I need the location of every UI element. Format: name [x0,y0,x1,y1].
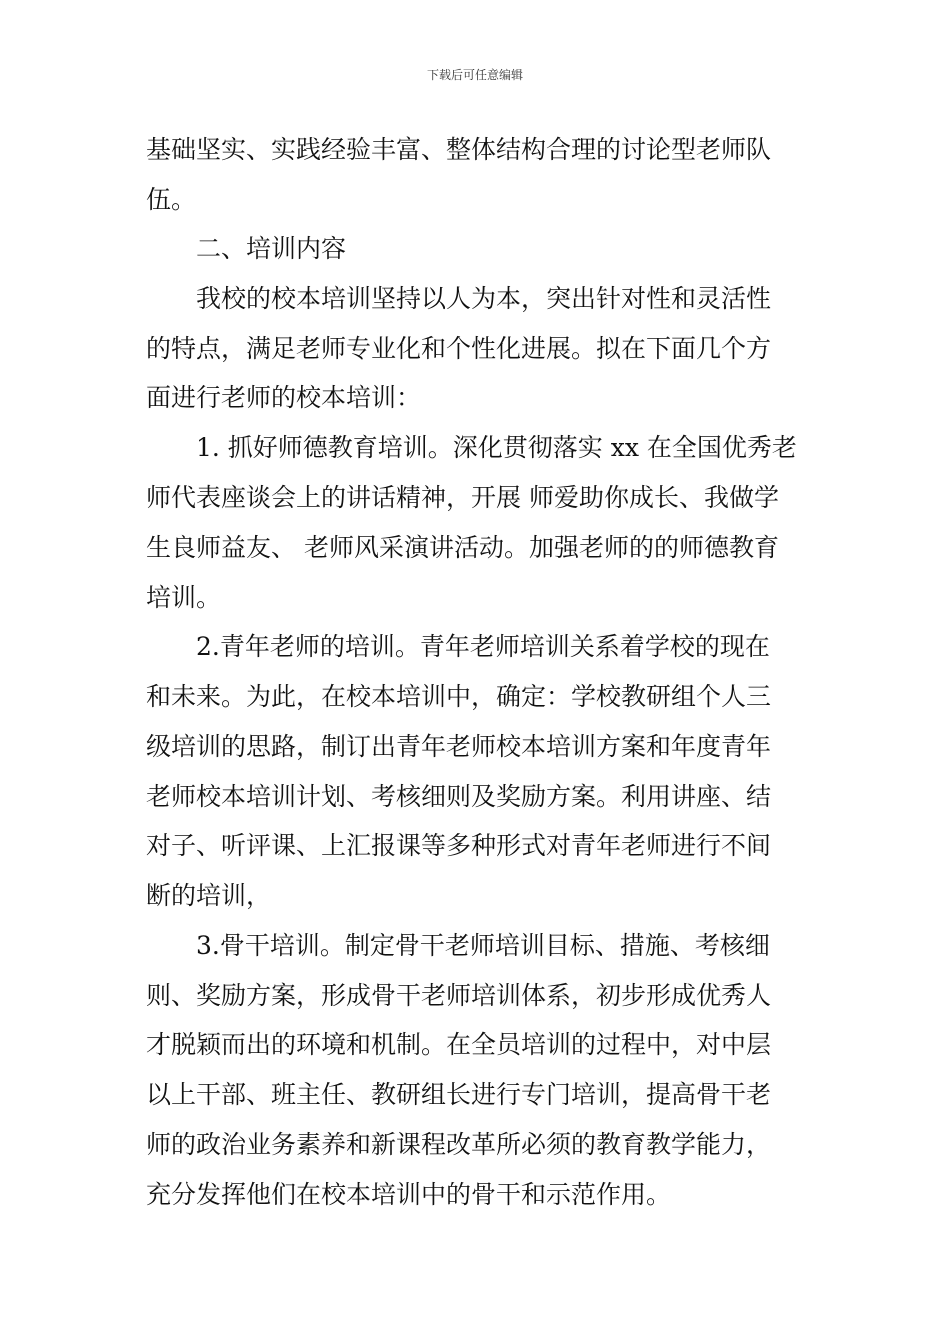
text-line: 3.骨干培训。制定骨干老师培训目标、措施、考核细 [196,931,770,960]
text-line: 2.青年老师的培训。青年老师培训关系着学校的现在 [196,632,770,661]
text-line: 则、奖励方案，形成骨干老师培训体系，初步形成优秀人 [146,981,772,1010]
text-line: 伍。 [146,185,197,214]
text-line: 和未来。为此，在校本培训中，确定：学校教研组个人三 [146,682,772,711]
page-header-note: 下载后可任意编辑 [426,68,523,82]
text-line: 生良师益友、 老师风采演讲活动。加强老师的的师德教育 [146,533,779,562]
text-line: 师代表座谈会上的讲话精神，开展 师爱助你成长、我做学 [146,483,779,512]
text-line: 断的培训， [146,881,272,910]
text-line: 以上干部、班主任、教研组长进行专门培训，提高骨干老 [146,1080,772,1109]
text-line: 对子、听评课、上汇报课等多种形式对青年老师进行不间 [146,831,772,860]
text-line: 培训。 [146,583,222,612]
text-line: 级培训的思路，制订出青年老师校本培训方案和年度青年 [146,732,772,761]
text-line: 才脱颖而出的环境和机制。在全员培训的过程中，对中层 [146,1030,772,1059]
text-line: 老师校本培训计划、考核细则及奖励方案。利用讲座、结 [146,782,772,811]
section-heading: 二、培训内容 [196,234,347,263]
text-line: 我校的校本培训坚持以人为本，突出针对性和灵活性 [196,284,772,313]
text-line: 的特点，满足老师专业化和个性化进展。拟在下面几个方 [146,334,772,363]
text-line: 基础坚实、实践经验丰富、整体结构合理的讨论型老师队 [146,135,772,164]
text-line: 1. 抓好师德教育培训。深化贯彻落实 xx 在全国优秀老 [196,433,797,462]
text-line: 面进行老师的校本培训： [146,383,422,412]
text-line: 充分发挥他们在校本培训中的骨干和示范作用。 [146,1180,672,1209]
text-line: 师的政治业务素养和新课程改革所必须的教育教学能力， [146,1130,772,1159]
